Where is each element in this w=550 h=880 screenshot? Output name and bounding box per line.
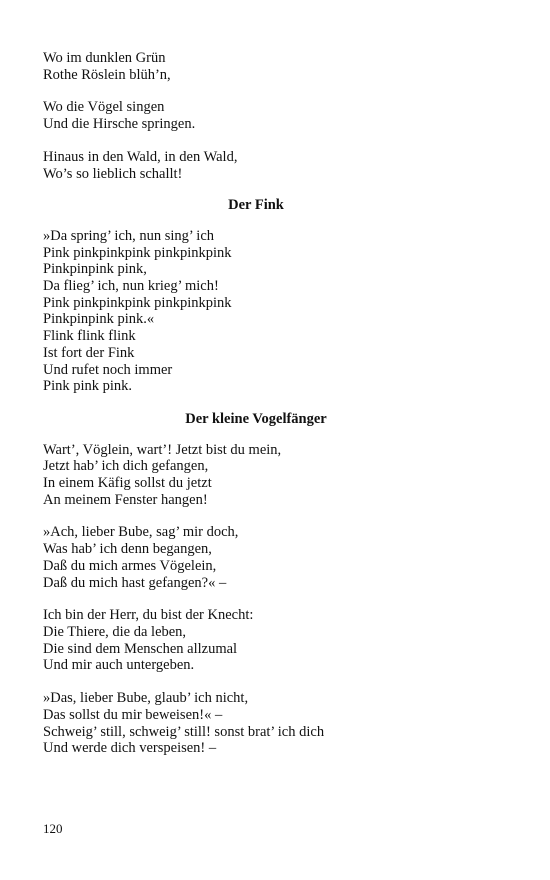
verse-line: An meinem Fenster hangen! xyxy=(43,491,208,508)
verse-line: Und rufet noch immer xyxy=(43,361,173,378)
stanza xyxy=(43,442,503,509)
verse-line: Pink pinkpinkpink pinkpinkpink xyxy=(43,244,232,261)
verse-line: Flink flink flink xyxy=(43,328,136,345)
verse-line: Rothe Röslein blüh’n, xyxy=(43,66,171,83)
verse-line: Und werde dich verspeisen! – xyxy=(43,740,217,757)
poem-der-fink xyxy=(43,197,503,395)
verse-line: Wo im dunklen Grün xyxy=(43,50,166,66)
verse-line: Die sind dem Menschen allzumal xyxy=(43,640,238,657)
verse-line: Das sollst du mir beweisen!« – xyxy=(43,706,223,723)
verse-line: Ich bin der Herr, du bist der Knecht: xyxy=(43,607,254,624)
verse-line: Pinkpinpink pink.« xyxy=(43,311,155,328)
poem-title: Der kleine Vogelfänger xyxy=(185,410,327,427)
verse-line: Und mir auch untergeben. xyxy=(43,657,195,674)
verse-line: Daß du mich armes Vögelein, xyxy=(43,557,217,574)
stanza xyxy=(43,50,503,83)
page-number: 120 xyxy=(43,821,63,836)
stanza xyxy=(43,149,503,182)
verse-line: Wo die Vögel singen xyxy=(43,99,165,116)
verse-line: Wart’, Vöglein, wart’! Jetzt bist du mein, xyxy=(43,441,282,458)
verse-line: Ist fort der Fink xyxy=(43,344,135,361)
verse-line: »Ach, lieber Bube, sag’ mir doch, xyxy=(43,524,239,541)
verse-line: Da flieg’ ich, nun krieg’ mich! xyxy=(43,278,219,295)
verse-line: In einem Käfig sollst du jetzt xyxy=(43,475,212,492)
verse-line: Hinaus in den Wald, in den Wald, xyxy=(43,148,238,165)
poem-continuation xyxy=(43,50,503,182)
poem-title: Der Fink xyxy=(228,197,284,214)
stanza xyxy=(43,607,503,674)
stanza xyxy=(43,228,503,395)
verse-line: Jetzt hab’ ich dich gefangen, xyxy=(43,458,209,475)
verse-line: »Das, lieber Bube, glaub’ ich nicht, xyxy=(43,690,249,707)
verse-line: Wo’s so lieblich schallt! xyxy=(43,165,183,182)
verse-line: Die Thiere, die da leben, xyxy=(43,623,187,640)
verse-line: Was hab’ ich denn begangen, xyxy=(43,541,212,558)
verse-line: »Da spring’ ich, nun sing’ ich xyxy=(43,227,215,244)
stanza xyxy=(43,524,503,591)
verse-line: Und die Hirsche springen. xyxy=(43,116,196,133)
page-body xyxy=(43,50,503,757)
verse-line: Daß du mich hast gefangen?« – xyxy=(43,574,227,591)
verse-line: Schweig’ still, schweig’ still! sonst brat’ ich dich xyxy=(43,723,325,740)
stanza xyxy=(43,690,503,757)
verse-line: Pink pinkpinkpink pinkpinkpink xyxy=(43,294,232,311)
stanza xyxy=(43,99,503,132)
verse-line: Pink pink pink. xyxy=(43,378,133,395)
poem-der-kleine-vogelfaenger xyxy=(43,411,503,757)
verse-line: Pinkpinpink pink, xyxy=(43,261,147,278)
